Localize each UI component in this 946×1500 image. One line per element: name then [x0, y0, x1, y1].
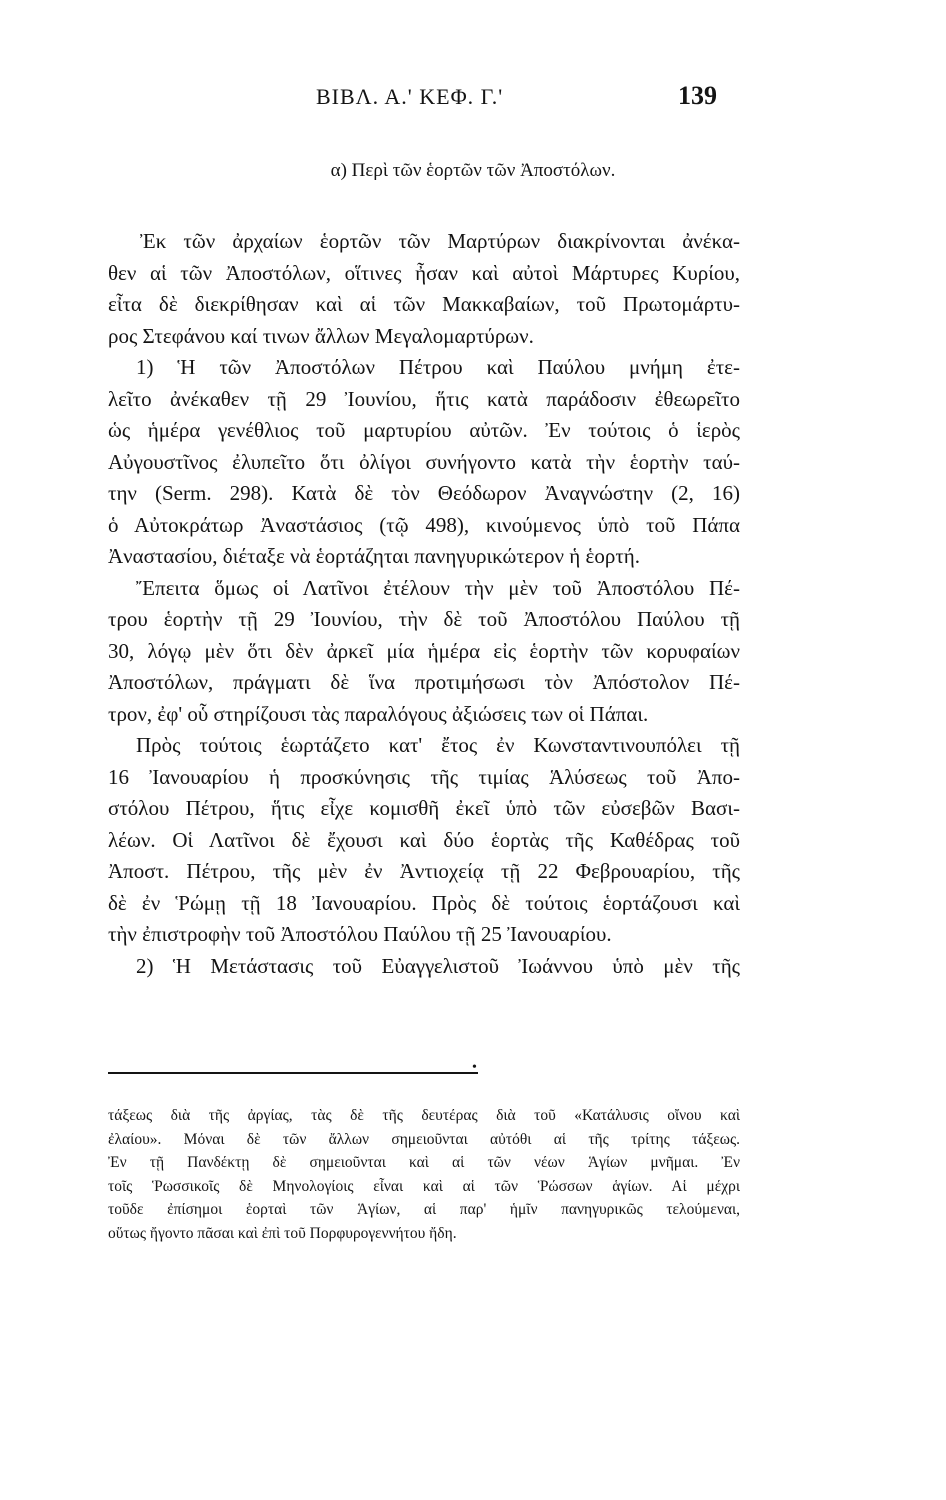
body-line: ρος Στεφάνου καί τινων ἄλλων Μεγαλομαρτύρων.: [108, 323, 534, 348]
body-line: εἶτα δὲ διεκρίθησαν καὶ αἱ τῶν Μακκαβαίων, τοῦ Πρωτομάρτυ-: [108, 292, 740, 316]
body-line: Ἀποστόλων, πράγματι δὲ ἵνα προτιμήσωσι τὸν Ἀπόστολον Πέ-: [108, 670, 740, 694]
body-line: 30, λόγῳ μὲν ὅτι δὲν ἀρκεῖ μία ἡμέρα εἰς ἑορτὴν τῶν κορυφαίων: [108, 638, 740, 663]
footnote-line: τοῦδε ἐπίσημοι ἑορταὶ τῶν Ἁγίων, αἱ παρ' ἡμῖν πανηγυρικῶς τελούμεναι,: [108, 1201, 740, 1219]
footnote-rule: [108, 1072, 478, 1074]
body-text: [108, 226, 740, 982]
footnote-line: οὕτως ἤγοντο πᾶσαι καὶ ἐπὶ τοῦ Πορφυρογεννήτου ἤδη.: [108, 1224, 457, 1242]
body-line: ὡς ἡμέρα γενέθλιος τοῦ μαρτυρίου αὐτῶν. Ἐν τούτοις ὁ ἱερὸς: [108, 418, 740, 442]
body-line: 2) Ἡ Μετάστασις τοῦ Εὐαγγελιστοῦ Ἰωάννου ὑπὸ μὲν τῆς: [136, 953, 740, 978]
footnote-line: τοῖς Ῥωσσικοῖς δὲ Μηνολογίοις εἶναι καὶ αἱ τῶν Ῥώσσων ἁγίων. Αἱ μέχρι: [108, 1177, 740, 1195]
body-line: Πρὸς τούτοις ἑωρτάζετο κατ' ἔτος ἐν Κωνσταντινουπόλει τῇ: [136, 733, 740, 757]
footnote-line: τάξεως διὰ τῆς ἀργίας, τὰς δὲ τῆς δευτέρας διὰ τοῦ «Κατάλυσις οἴνου καὶ: [108, 1107, 740, 1124]
body-line: Ἔπειτα ὅμως οἱ Λατῖνοι ἐτέλουν τὴν μὲν τοῦ Ἀποστόλου Πέ-: [136, 575, 740, 600]
body-line: Ἐκ τῶν ἀρχαίων ἑορτῶν τῶν Μαρτύρων διακρίνονται ἀνέκα-: [140, 229, 740, 253]
body-line: τρον, ἐφ' οὗ στηρίζουσι τὰς παραλόγους ἀξιώσεις των οἱ Πάπαι.: [108, 701, 649, 726]
body-line: ὁ Αὐτοκράτωρ Ἀναστάσιος (τῷ 498), κινούμενος ὑπὸ τοῦ Πάπα: [108, 512, 740, 537]
body-line: Ἀποστ. Πέτρου, τῆς μὲν ἐν Ἀντιοχείᾳ τῇ 22 Φεβρουαρίου, τῆς: [108, 859, 740, 883]
running-head: [0, 81, 946, 118]
body-line: τὴν ἐπιστροφὴν τοῦ Ἀποστόλου Παύλου τῇ 25 Ἰανουαρίου.: [108, 922, 612, 946]
body-line: την (Serm. 298). Κατὰ δὲ τὸν Θεόδωρον Ἀναγνώστην (2, 16): [108, 481, 740, 505]
body-line: 1) Ἡ τῶν Ἀποστόλων Πέτρου καὶ Παύλου μνήμη ἐτε-: [136, 355, 740, 379]
body-line: Ἀναστασίου, διέταξε νὰ ἑορτάζηται πανηγυρικώτερον ἡ ἑορτή.: [108, 544, 641, 568]
page-number: 139: [678, 81, 717, 110]
body-line: στόλου Πέτρου, ἥτις εἶχε κομισθῆ ἐκεῖ ὑπὸ τῶν εὐσεβῶν Βασι-: [108, 796, 740, 820]
body-line: 16 Ἰανουαρίου ἡ προσκύνησις τῆς τιμίας Ἁλύσεως τοῦ Ἀπο-: [108, 764, 740, 789]
footnote-line: ἐλαίου». Μόναι δὲ τῶν ἄλλων σημειοῦνται αὐτόθι αἱ τῆς τρίτης τάξεως.: [108, 1130, 740, 1148]
body-line: Αὐγουστῖνος ἐλυπεῖτο ὅτι ὀλίγοι συνήγοντο κατὰ τὴν ἑορτὴν ταύ-: [108, 449, 740, 474]
body-line: θεν αἱ τῶν Ἀποστόλων, οἵτινες ἦσαν καὶ αὐτοὶ Μάρτυρες Κυρίου,: [108, 260, 740, 285]
footnote-line: Ἐν τῇ Πανδέκτῃ δὲ σημειοῦνται καὶ αἱ τῶν νέων Ἁγίων μνῆμαι. Ἐν: [108, 1154, 740, 1172]
body-line: λέων. Οἱ Λατῖνοι δὲ ἔχουσι καὶ δύο ἑορτὰς τῆς Καθέδρας τοῦ: [108, 827, 740, 852]
body-line: τρου ἑορτὴν τῇ 29 Ἰουνίου, τὴν δὲ τοῦ Ἀποστόλου Παύλου τῇ: [108, 607, 740, 631]
body-line: δὲ ἐν Ῥώμῃ τῇ 18 Ἰανουαρίου. Πρὸς δὲ τούτοις ἑορτάζουσι καὶ: [108, 890, 740, 915]
footnotes: [108, 1104, 740, 1246]
footnote-mark: •: [472, 1060, 477, 1075]
body-line: λεῖτο ἀνέκαθεν τῇ 29 Ἰουνίου, ἥτις κατὰ παράδοσιν ἐθεωρεῖτο: [108, 386, 740, 411]
section-heading: α) Περὶ τῶν ἑορτῶν τῶν Ἀποστόλων.: [330, 160, 616, 181]
running-title: ΒΙΒΛ. Α.' ΚΕΦ. Γ.': [316, 84, 504, 109]
